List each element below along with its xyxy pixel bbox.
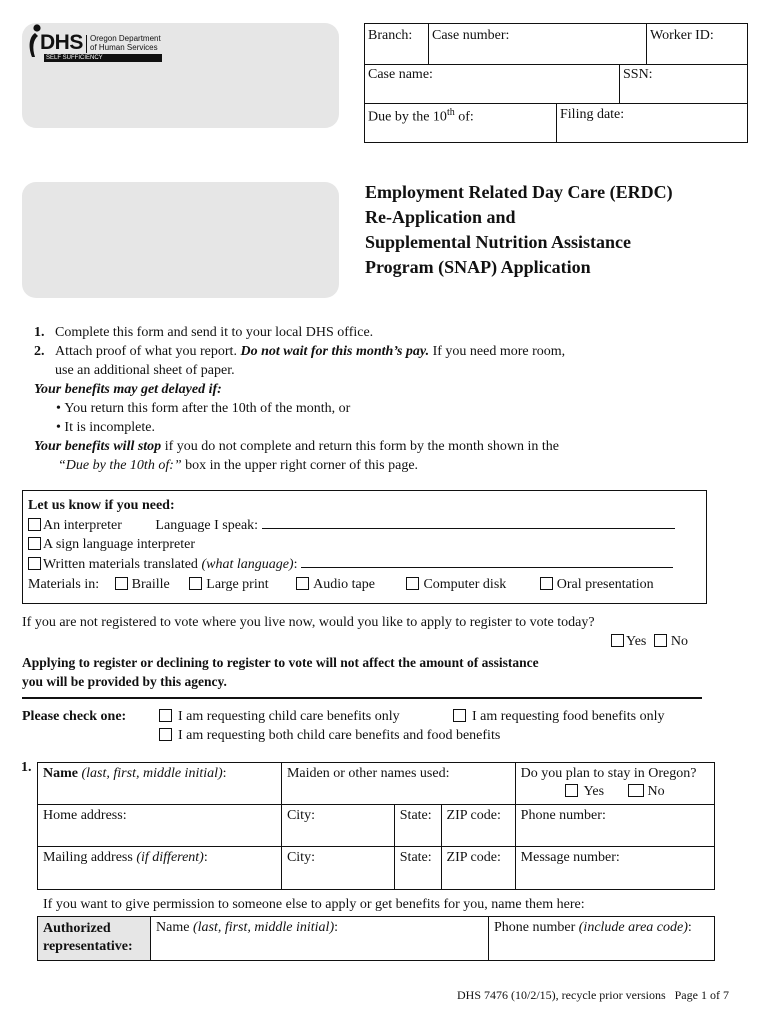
translated-checkbox[interactable] — [28, 557, 41, 570]
representative-intro: If you want to give permission to someone else to apply or get benefits for you, name them here: — [43, 897, 585, 912]
stop-notice-cont: “Due by the 10th of:” box in the upper right corner of this page. — [58, 458, 419, 473]
accommodation-content — [28, 496, 675, 595]
logo-mark: DHS — [40, 31, 83, 54]
stay-oregon-question: Do you plan to stay in Oregon? — [520, 766, 697, 781]
braille-option[interactable]: Braille — [115, 577, 170, 592]
braille-checkbox[interactable] — [115, 577, 128, 590]
title-panel — [22, 182, 339, 298]
translated-language-input[interactable] — [301, 555, 673, 568]
branch-field[interactable]: Branch: — [368, 28, 413, 43]
delay-bullet-2: • It is incomplete. — [56, 420, 155, 435]
computer-disk-option[interactable]: Computer disk — [406, 577, 506, 592]
large-print-option[interactable]: Large print — [189, 577, 268, 592]
mailing-city-field[interactable]: City: — [281, 847, 394, 890]
representative-phone-field[interactable]: Phone number (include area code): — [489, 917, 715, 961]
both-benefits-checkbox[interactable] — [159, 728, 172, 741]
mailing-address-field[interactable]: Mailing address (if different): — [38, 847, 282, 890]
section-divider — [22, 697, 702, 699]
oral-presentation-option[interactable]: Oral presentation — [540, 577, 654, 592]
mailing-state-field[interactable]: State: — [394, 847, 441, 890]
form-id: DHS 7476 (10/2/15), recycle prior versions — [457, 988, 666, 1002]
stay-yes-option[interactable]: Yes — [565, 784, 604, 799]
voter-no-option[interactable]: No — [654, 634, 688, 649]
case-number-field[interactable]: Case number: — [432, 28, 510, 43]
instruction-1: 1. Complete this form and send it to your local DHS office. — [34, 325, 374, 340]
voter-notice — [22, 653, 539, 691]
delay-bullet-1: • You return this form after the 10th of the month, or — [56, 401, 351, 416]
both-benefits-option[interactable]: I am requesting both child care benefits and food benefits — [159, 728, 500, 744]
voter-yes-option[interactable]: Yes — [611, 634, 646, 649]
voter-yes-checkbox[interactable] — [611, 634, 624, 647]
applicant-info-table — [37, 762, 715, 890]
section-1-number: 1. — [21, 760, 32, 775]
logo-divider — [86, 35, 87, 53]
computer-disk-checkbox[interactable] — [406, 577, 419, 590]
food-only-checkbox[interactable] — [453, 709, 466, 722]
interpreter-checkbox[interactable] — [28, 518, 41, 531]
office-use-box — [364, 23, 748, 143]
home-city-field[interactable]: City: — [281, 805, 394, 847]
stay-oregon-field — [515, 763, 714, 805]
translated-row: Written materials translated (what language): — [28, 555, 675, 575]
needs-heading: Let us know if you need: — [28, 498, 175, 513]
phone-number-field[interactable]: Phone number: — [515, 805, 714, 847]
stop-notice: Your benefits will stop if you do not complete and return this form by the month shown in the — [34, 439, 559, 454]
voter-question: If you are not registered to vote where you live now, would you like to apply to register to vote today? — [22, 615, 595, 630]
title-line-1: Employment Related Day Care (ERDC) — [365, 182, 673, 202]
audio-tape-option[interactable]: Audio tape — [296, 577, 375, 592]
footer — [457, 988, 729, 1003]
page-number: Page 1 of 7 — [674, 988, 729, 1002]
logo-line-2: of Human Services — [90, 43, 158, 52]
representative-label: Authorized representative: — [38, 917, 151, 961]
voter-no-checkbox[interactable] — [654, 634, 667, 647]
name-field[interactable]: Name (last, first, middle initial): — [38, 763, 282, 805]
title-line-2: Re-Application and — [365, 207, 516, 227]
child-care-only-option[interactable]: I am requesting child care benefits only — [159, 709, 400, 725]
voter-notice-line-2: you will be provided by this agency. — [22, 674, 227, 689]
due-by-suffix: of: — [454, 109, 474, 125]
stay-no-checkbox[interactable] — [628, 784, 644, 797]
form-title — [365, 180, 673, 280]
interpreter-row: An interpreter Language I speak: — [28, 516, 675, 536]
large-print-checkbox[interactable] — [189, 577, 202, 590]
stay-no-option[interactable]: No — [628, 784, 665, 799]
logo-tagline: SELF SUFFICIENCY — [44, 54, 162, 62]
home-address-field[interactable]: Home address: — [38, 805, 282, 847]
audio-tape-checkbox[interactable] — [296, 577, 309, 590]
sign-language-checkbox[interactable] — [28, 537, 41, 550]
sign-row: A sign language interpreter — [28, 535, 675, 555]
ssn-field[interactable]: SSN: — [623, 67, 653, 82]
dhs-logo — [24, 22, 164, 64]
due-by-field[interactable] — [368, 107, 474, 126]
instruction-2-cont: use an additional sheet of paper. — [55, 363, 235, 378]
materials-row: Materials in: Braille Large print Audio tape Computer disk Oral presentation — [28, 577, 654, 592]
case-name-field[interactable]: Case name: — [368, 67, 433, 82]
home-state-field[interactable]: State: — [394, 805, 441, 847]
stay-yes-checkbox[interactable] — [565, 784, 578, 797]
message-number-field[interactable]: Message number: — [515, 847, 714, 890]
mailing-zip-field[interactable]: ZIP code: — [441, 847, 515, 890]
representative-name-field[interactable]: Name (last, first, middle initial): — [151, 917, 489, 961]
due-by-text: Due by the 10 — [368, 109, 447, 125]
instructions — [34, 323, 565, 475]
home-zip-field[interactable]: ZIP code: — [441, 805, 515, 847]
language-input[interactable] — [262, 516, 675, 529]
voter-options — [611, 634, 688, 650]
title-line-3: Supplemental Nutrition Assistance — [365, 232, 632, 252]
delay-heading: Your benefits may get delayed if: — [34, 382, 222, 397]
check-one-label: Please check one: — [22, 709, 127, 724]
worker-id-field[interactable]: Worker ID: — [650, 28, 714, 43]
filing-date-field[interactable]: Filing date: — [560, 107, 625, 122]
due-by-superscript: th — [446, 107, 455, 118]
maiden-name-field[interactable]: Maiden or other names used: — [281, 763, 515, 805]
voter-notice-line-1: Applying to register or declining to register to vote will not affect the amount of assistance — [22, 655, 539, 670]
child-care-only-checkbox[interactable] — [159, 709, 172, 722]
title-line-4: Program (SNAP) Application — [365, 257, 591, 277]
food-only-option[interactable]: I am requesting food benefits only — [453, 709, 664, 725]
representative-table — [37, 916, 715, 961]
logo-line-1: Oregon Department — [90, 34, 161, 43]
instruction-2: 2. Attach proof of what you report. Do not wait for this month’s pay. If you need more room, — [34, 344, 566, 359]
oral-presentation-checkbox[interactable] — [540, 577, 553, 590]
